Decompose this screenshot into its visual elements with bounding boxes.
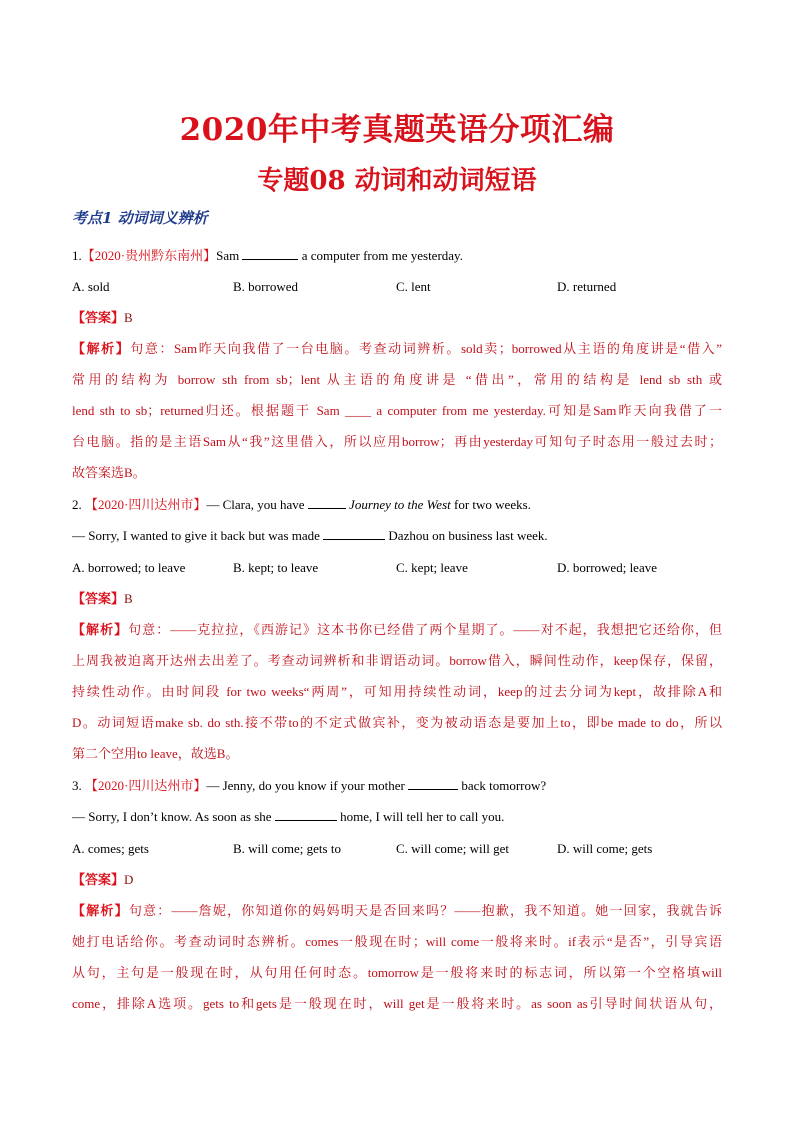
section-heading: 考点1 动词词义辨析 (72, 209, 208, 227)
answer-value: B (124, 591, 133, 606)
answer-tag: 【答案】 (72, 591, 125, 606)
analysis-line: 【解析】句意：——克拉拉，《西游记》这本书你已经借了两个星期了。——对不起，我想把它还给你，但 (72, 622, 722, 637)
analysis-line: 从句，主句是一般现在时，从句用任何时态。tomorrow是一般将来时的标志词，所以第一个空格填will (72, 965, 722, 980)
answer-blank (408, 777, 458, 790)
analysis-tag: 【解析】 (72, 903, 129, 918)
answer-blank (308, 496, 346, 509)
question-2-stem: 2. 【2020·四川达州市】— Clara, you have Journey to the West for two weeks. (72, 497, 531, 512)
question-number: 1. (72, 248, 82, 263)
page-title: 2020年中考真题英语分项汇编 (179, 112, 615, 148)
answer-line (72, 870, 133, 890)
question-3-reply: — Sorry, I don’t know. As soon as she home, I will tell her to call you. (72, 809, 505, 824)
analysis-line: 【解析】句意：——詹妮，你知道你的妈妈明天是否回来吗？——抱歉，我不知道。她一回家，我就告诉 (72, 903, 722, 918)
analysis-line: 故答案选B。 (72, 465, 146, 480)
option-a: A. comes; gets (72, 841, 149, 856)
question-1-stem: 1.【2020·贵州黔东南州】Sam a computer from me yesterday. (72, 248, 463, 263)
analysis-line: lend sth to sb；returned归还。根据题干 Sam ____ a computer from me yesterday.可知是Sam昨天向我借了一 (72, 403, 722, 418)
answer-tag: 【答案】 (72, 310, 125, 325)
analysis-line: come，排除A选项。gets to和gets是一般现在时，will get是一般将来时。as soon as引导时间状语从句， (72, 996, 722, 1011)
option-b: B. will come; gets to (233, 841, 341, 856)
question-2-reply: — Sorry, I wanted to give it back but was made Dazhou on business last week. (72, 528, 548, 543)
option-d: D. borrowed; leave (557, 560, 657, 575)
question-source: 【2020·四川达州市】 (85, 497, 207, 512)
question-source: 【2020·四川达州市】 (85, 778, 207, 793)
answer-value: B (124, 310, 133, 325)
answer-blank (275, 808, 337, 821)
question-number: 3. (72, 778, 82, 793)
page-subtitle: 专题08 动词和动词短语 (257, 166, 537, 196)
analysis-line: 台电脑。指的是主语Sam从“我”这里借入，所以应用borrow；再由yesterday可知句子时态用一般过去时； (72, 434, 722, 449)
question-number: 2. (72, 497, 82, 512)
analysis-tag: 【解析】 (72, 622, 129, 637)
option-c: C. will come; will get (396, 841, 510, 856)
option-c: C. kept; leave (396, 560, 468, 575)
analysis-tag: 【解析】 (72, 341, 131, 356)
option-b: B. borrowed (233, 279, 298, 294)
option-a: A. sold (72, 279, 110, 294)
analysis-line: 常用的结构为 borrow sth from sb；lent 从主语的角度讲是 “借出”，常用的结构是 lend sb sth 或 (72, 372, 722, 387)
analysis-line: D。动词短语make sb. do sth.接不带to的不定式做宾补，变为被动语态是要加上to，即be made to do，所以 (72, 715, 722, 730)
analysis-line: 持续性动作。由时间段 for two weeks“两周”，可知用持续性动词，keep的过去分词为kept，故排除A和 (72, 684, 722, 699)
answer-line (72, 308, 133, 328)
answer-tag: 【答案】 (72, 872, 125, 887)
analysis-line: 她打电话给你。考查动词时态辨析。comes一般现在时；will come一般将来时。if表示“是否”，引导宾语 (72, 934, 722, 949)
analysis-line: 第二个空用to leave，故选B。 (72, 746, 239, 761)
option-b: B. kept; to leave (233, 560, 319, 575)
option-d: D. will come; gets (557, 841, 653, 856)
option-a: A. borrowed; to leave (72, 560, 186, 575)
question-3-stem: 3. 【2020·四川达州市】— Jenny, do you know if your mother back tomorrow? (72, 778, 547, 793)
answer-blank (242, 247, 298, 260)
answer-value: D (124, 872, 134, 887)
analysis-line: 【解析】句意：Sam昨天向我借了一台电脑。考查动词辨析。sold卖；borrowed从主语的角度讲是“借入” (72, 341, 722, 356)
analysis-line: 上周我被迫离开达州去出差了。考查动词辨析和非谓语动词。borrow借入，瞬间性动作，keep保存，保留， (72, 653, 722, 668)
book-title: Journey to the West (349, 497, 451, 512)
option-d: D. returned (557, 279, 617, 294)
answer-line (72, 589, 133, 609)
question-source: 【2020·贵州黔东南州】 (81, 248, 217, 263)
answer-blank (323, 527, 385, 540)
option-c: C. lent (396, 279, 431, 294)
